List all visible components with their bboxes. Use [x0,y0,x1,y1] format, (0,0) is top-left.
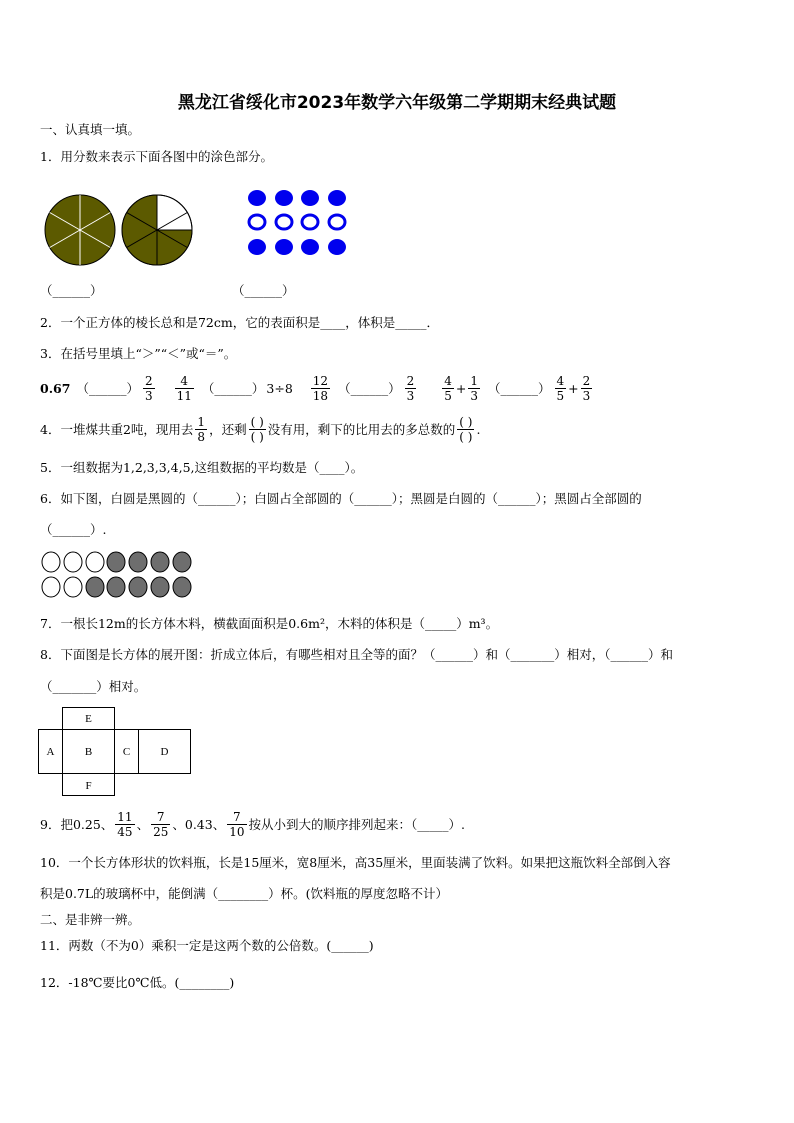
question-2: 2．一个正方体的棱长总和是72cm，它的表面积是____，体积是_____． [40,315,439,330]
question-10-line-1: 10．一个长方体形状的饮料瓶，长是15厘米，宽8厘米，高35厘米，里面装满了饮料。如果把这瓶饮料全部倒入容 [40,855,671,870]
question-10-line-2: 积是0.7L的玻璃杯中，能倒满（________）杯。(饮料瓶的厚度忽略不计） [40,886,449,901]
q3-plus: + [568,380,579,396]
question-7: 7．一根长12m的长方体木料，横截面面积是0.6m²，木料的体积是（_____）m³。 [40,616,499,631]
cuboid-net-figure [38,707,194,797]
question-3-items [40,370,594,406]
q3-fraction: $\frac{4}{11}$ [176,373,192,403]
page-title: 黑龙江省绥化市2023年数学六年级第二学期期末经典试题 [177,93,617,113]
q3-fraction: $\frac{2}{3}$ [144,373,153,403]
q9-fraction: $\frac{7}{10}$ [229,809,245,839]
q3-fraction: $\frac{4}{5}$ [444,373,452,403]
q4-text-2: ，还剩 [209,422,247,437]
q3-blank-4[interactable]: （______） [488,381,551,396]
question-6-line-1: 6．如下图，白圆是黑圆的（______）；白圆占全部圆的（______）；黑圆是白圆的（______）；黑圆占全部圆的 [40,491,642,506]
question-4 [40,411,480,447]
net-face-label: C [122,746,131,758]
net-face-label: F [85,780,92,792]
q3-blank-1[interactable]: （______） [76,381,139,396]
q9-separator: 、 [136,817,150,832]
q4-text-4: . [476,421,481,437]
q3-plus: + [455,380,467,396]
question-6-line-2: （______）. [40,522,107,537]
question-11: 11．两数（不为0）乘积一定是这两个数的公倍数。(______) [40,938,374,953]
net-face-label: E [85,713,92,725]
q3-blank-2[interactable]: （______） [201,381,265,396]
q9-text-3: 按从小到大的顺序排列起来：（_____）. [248,817,465,832]
q9-fraction: $\frac{11}{45}$ [117,809,133,839]
net-face-label: D [160,746,169,758]
q3-fraction: $\frac{1}{3}$ [470,373,478,403]
q9-fraction: $\frac{7}{25}$ [153,809,169,839]
circles-figure [40,550,200,600]
q3-fraction: $\frac{4}{5}$ [556,373,565,403]
net-face-label: A [46,746,55,758]
q3-fraction: $\frac{12}{18}$ [312,373,329,403]
question-3: 3．在括号里填上“＞”“＜”或“＝”。 [40,346,237,361]
q4-text-3: 没有用，剩下的比用去的多总数的 [267,422,456,437]
pie-figures [40,190,200,270]
q3-blank-3[interactable]: （______） [338,381,401,396]
q1-answer-blank-1[interactable]: （______） [40,283,103,298]
q4-text-1: 4．一堆煤共重2吨，现用去 [40,422,194,437]
q1-answer-blank-2[interactable]: （______） [232,283,295,298]
question-8-line-1: 8．下面图是长方体的展开图：折成立体后，有哪些相对且全等的面？（______）和（_______）相对，（______）和 [40,647,673,662]
q3-value-067: 0.67 [40,380,71,396]
dot-grid-figure [240,186,360,262]
section-heading-fill: 一、认真填一填。 [40,122,141,137]
q3-value-3div8: 3÷8 [266,380,293,396]
q4-blank-fraction-1[interactable]: $\frac{( )}{( )}$ [250,414,264,444]
question-8-line-2: （_______）相对。 [40,679,147,694]
section-heading-judge: 二、是非辨一辨。 [40,912,141,927]
question-9 [40,805,465,843]
q9-text-2: 、0.43、 [172,817,226,832]
question-1: 1．用分数来表示下面各图中的涂色部分。 [40,149,273,164]
q3-fraction: $\frac{2}{3}$ [406,373,415,403]
q4-blank-fraction-2[interactable]: $\frac{( )}{( )}$ [459,414,473,444]
q3-fraction: $\frac{2}{3}$ [582,373,591,403]
question-12: 12．-18℃要比0℃低。(________) [40,975,235,990]
question-5: 5．一组数据为1,2,3,3,4,5,这组数据的平均数是（____）。 [40,460,364,475]
q9-text-1: 9．把0.25、 [40,817,114,832]
net-face-label: B [84,746,93,758]
q4-fraction-one-eighth: $\frac{1}{8}$ [197,414,206,444]
